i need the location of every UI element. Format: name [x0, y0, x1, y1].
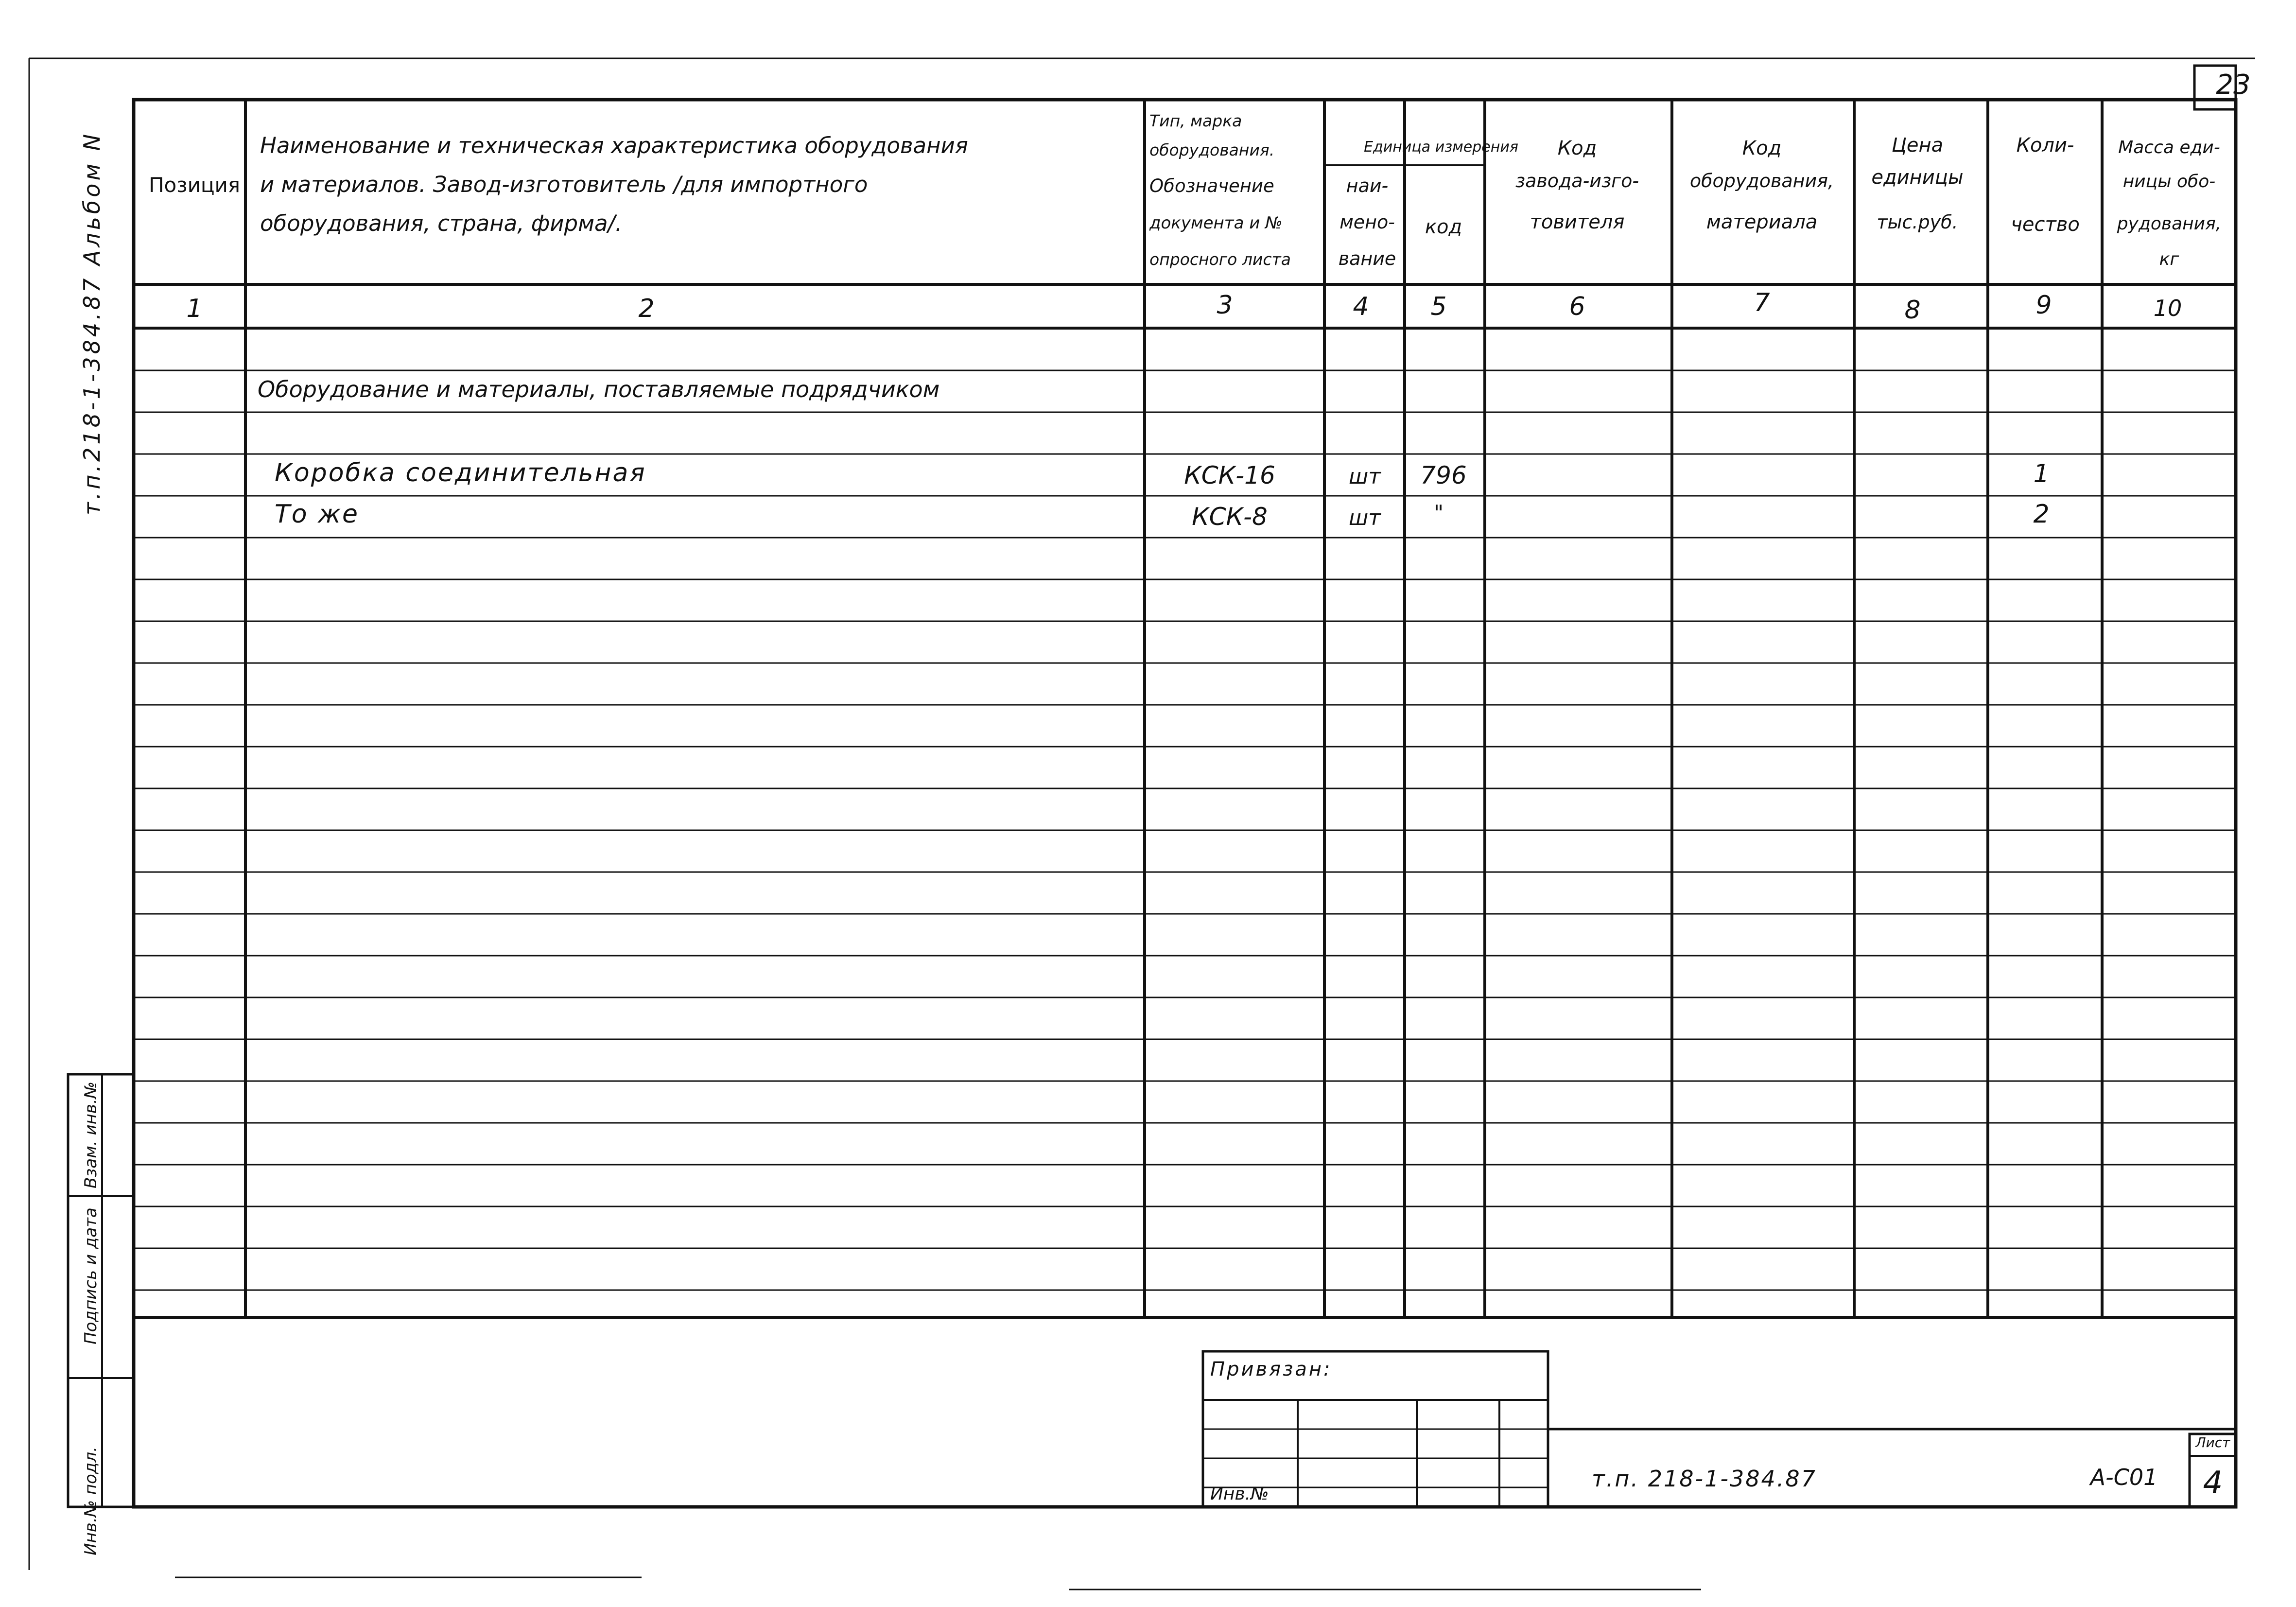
- title-block-inventory-label: Инв.№: [1210, 1484, 1269, 1504]
- header-mass-line-3: рудования,: [2117, 214, 2222, 234]
- column-number-3: 3: [1217, 291, 1233, 320]
- header-type-line-5: опросного листа: [1149, 250, 1291, 269]
- column-number-4: 4: [1353, 292, 1369, 321]
- column-number-10: 10: [2153, 295, 2182, 321]
- header-maker-code-line-2: завода-изго-: [1515, 170, 1639, 192]
- stamp-original-inventory: Инв.№ подл.: [81, 1447, 101, 1555]
- header-type-line-3: Обозначение: [1149, 175, 1274, 196]
- header-price-line-1: Цена: [1891, 134, 1944, 157]
- row-1-name: Коробка соединительная: [275, 458, 646, 488]
- column-number-5: 5: [1430, 292, 1447, 321]
- column-number-2: 2: [638, 294, 655, 323]
- row-2-type: КСК-8: [1192, 503, 1268, 531]
- header-material-code-line-2: оборудования,: [1689, 170, 1834, 192]
- row-1-code: 796: [1420, 461, 1467, 489]
- document-code: т.п. 218-1-384.87: [1592, 1466, 1817, 1492]
- stamp-signature-date: Подпись и дата: [81, 1207, 101, 1345]
- title-block-bound-label: Привязан:: [1210, 1358, 1332, 1380]
- stamp-replaced-inventory: Взам. инв.№: [81, 1081, 101, 1189]
- header-name-line-3: оборудования, страна, фирма/.: [260, 210, 623, 236]
- header-unit-name-line-1: наи-: [1346, 175, 1389, 196]
- table-grid: [29, 58, 2255, 1590]
- row-2-unit: шт: [1349, 506, 1381, 530]
- column-number-7: 7: [1754, 288, 1770, 317]
- header-name-line-2: и материалов. Завод-изготовитель /для импортного: [260, 172, 868, 197]
- sheet-number: 23: [2216, 69, 2251, 101]
- column-number-6: 6: [1569, 292, 1585, 321]
- list-label: Лист: [2195, 1434, 2230, 1450]
- header-maker-code-line-3: товителя: [1530, 211, 1625, 233]
- header-material-code-line-1: Код: [1742, 137, 1782, 159]
- column-number-9: 9: [2035, 291, 2052, 320]
- sheet-code: А-С01: [2090, 1464, 2158, 1490]
- side-label: т.п.218-1-384.87 Альбом N: [79, 131, 105, 515]
- header-name-line-1: Наименование и техническая характеристика оборудования: [260, 133, 968, 158]
- header-quantity-line-1: Коли-: [2016, 134, 2074, 157]
- header-type-line-4: документа и №: [1149, 213, 1283, 233]
- header-unit-code: код: [1425, 216, 1462, 238]
- header-type-line-2: оборудования.: [1149, 140, 1275, 159]
- header-material-code-line-3: материала: [1706, 211, 1818, 233]
- row-1-quantity: 1: [2033, 459, 2050, 489]
- header-unit-group: Единица измерения: [1364, 139, 1518, 156]
- header-mass-line-4: кг: [2159, 249, 2179, 269]
- header-position: Позиция: [148, 173, 241, 197]
- header-mass-line-1: Масса еди-: [2118, 138, 2220, 157]
- header-price-line-3: тыс.руб.: [1877, 211, 1958, 233]
- header-quantity-line-2: чество: [2011, 213, 2080, 236]
- header-unit-name-line-2: мено-: [1339, 211, 1395, 233]
- column-number-8: 8: [1904, 296, 1921, 325]
- section-title: Оборудование и материалы, поставляемые подрядчиком: [258, 376, 940, 402]
- header-price-line-2: единицы: [1871, 166, 1964, 189]
- row-2-name: То же: [275, 500, 359, 529]
- list-number: 4: [2203, 1465, 2223, 1501]
- column-number-1: 1: [186, 294, 203, 323]
- header-type-line-1: Тип, марка: [1149, 111, 1242, 130]
- row-2-code: ": [1433, 501, 1444, 525]
- header-maker-code-line-1: Код: [1557, 137, 1597, 159]
- row-1-type: КСК-16: [1184, 461, 1275, 489]
- row-1-unit: шт: [1349, 464, 1381, 489]
- header-unit-name-line-3: вание: [1338, 248, 1396, 269]
- row-2-quantity: 2: [2033, 500, 2050, 529]
- header-mass-line-2: ницы обо-: [2122, 172, 2216, 192]
